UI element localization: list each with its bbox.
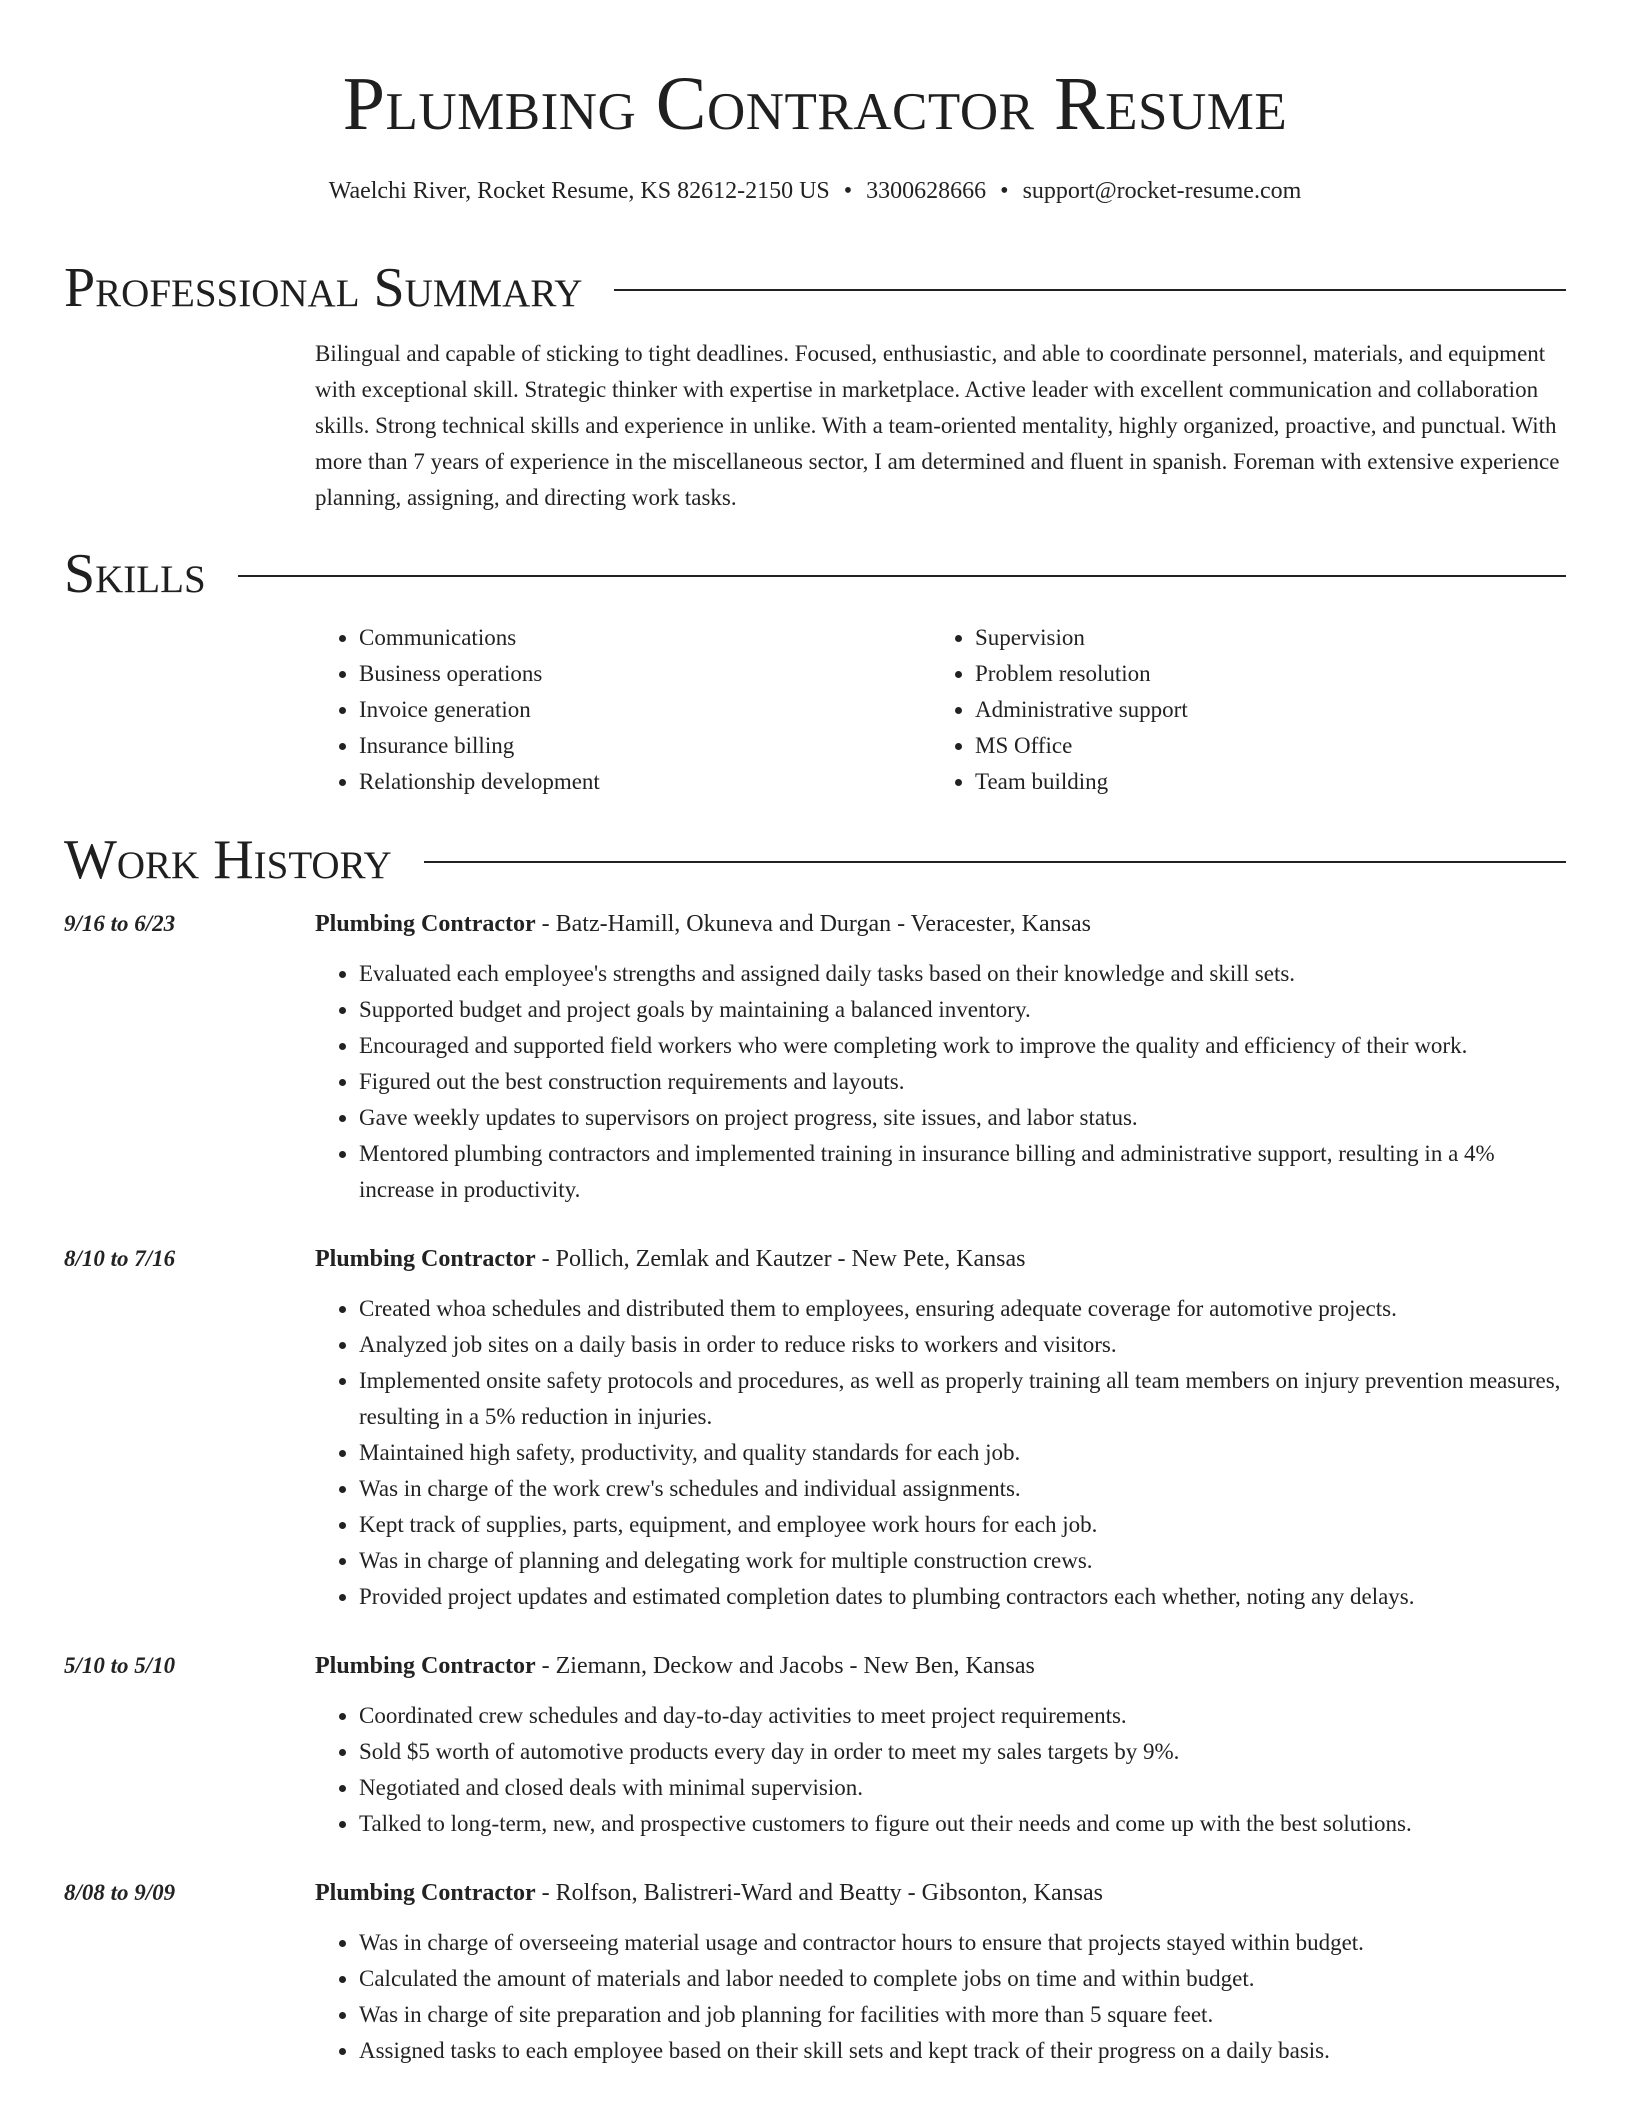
job-dates: 8/10 to 7/16	[64, 1246, 176, 1271]
skill-item: • MS Office	[975, 728, 1547, 764]
job-bullet: • Encouraged and supported field workers who were completing work to improve the quality and efficiency of their work.	[359, 1028, 1566, 1064]
skill-item: • Problem resolution	[975, 656, 1547, 692]
job-details	[315, 906, 1566, 1208]
job-bullets	[315, 1925, 1566, 2069]
skill-item: • Invoice generation	[359, 692, 931, 728]
job-bullet: • Talked to long-term, new, and prospective customers to figure out their needs and come up with the best solutions.	[359, 1806, 1566, 1842]
contact-address: Waelchi River, Rocket Resume, KS 82612-2150 US	[328, 178, 830, 204]
job-dates: 8/08 to 9/09	[64, 1880, 176, 1905]
job-details	[315, 1648, 1566, 1842]
job-bullets	[315, 1291, 1566, 1615]
skills-column-left	[315, 620, 931, 800]
section-divider	[424, 861, 1566, 863]
job-bullet: • Evaluated each employee's strengths and assigned daily tasks based on their knowledge and skill sets.	[359, 956, 1566, 992]
summary-heading: Professional Summary	[64, 257, 583, 319]
job-bullet: • Was in charge of site preparation and job planning for facilities with more than 5 square feet.	[359, 1997, 1566, 2033]
job-bullet: • Created whoa schedules and distributed them to employees, ensuring adequate coverage for automotive projects.	[359, 1291, 1566, 1327]
job-bullet: • Kept track of supplies, parts, equipment, and employee work hours for each job.	[359, 1507, 1566, 1543]
job-entry	[64, 1648, 1566, 1842]
job-bullet: • Provided project updates and estimated completion dates to plumbing contractors each whether, noting any delays.	[359, 1579, 1566, 1615]
job-entry	[64, 1241, 1566, 1615]
summary-text: Bilingual and capable of sticking to tight deadlines. Focused, enthusiastic, and able to coordinate personnel, materials, and equipment with exceptional skill. Strategic thinker with expertise in marketplace. Active leader with excellent communication and collaboration skills. Strong technical skills and experience in unlike. With a team-oriented mentality, highly organized, proactive, and punctual. With more than 7 years of experience in the miscellaneous sector, I am determined and fluent in spanish. Foreman with extensive experience planning, assigning, and directing work tasks.	[315, 341, 1560, 510]
job-bullet: • Gave weekly updates to supervisors on project progress, site issues, and labor status.	[359, 1100, 1566, 1136]
job-company: - Pollich, Zemlak and Kautzer - New Pete, Kansas	[535, 1246, 1026, 1272]
section-divider	[614, 289, 1566, 291]
skill-item: • Insurance billing	[359, 728, 931, 764]
job-company: - Ziemann, Deckow and Jacobs - New Ben, Kansas	[535, 1653, 1035, 1679]
job-bullet: • Assigned tasks to each employee based on their skill sets and kept track of their progress on a daily basis.	[359, 2033, 1566, 2069]
contact-line	[64, 176, 1566, 206]
job-bullet: • Maintained high safety, productivity, and quality standards for each job.	[359, 1435, 1566, 1471]
skill-item: • Relationship development	[359, 764, 931, 800]
skill-item: • Supervision	[975, 620, 1547, 656]
job-role: Plumbing Contractor	[315, 911, 536, 937]
job-bullet: • Implemented onsite safety protocols and procedures, as well as properly training all team members on injury prevention measures, resulting in a 5% reduction in injuries.	[359, 1363, 1566, 1435]
job-bullets	[315, 956, 1566, 1208]
job-dates: 5/10 to 5/10	[64, 1653, 176, 1678]
job-entry	[64, 906, 1566, 1208]
job-title-line	[315, 906, 1566, 942]
job-bullet: • Analyzed job sites on a daily basis in order to reduce risks to workers and visitors.	[359, 1327, 1566, 1363]
job-title-line	[315, 1648, 1566, 1684]
job-bullet: • Was in charge of planning and delegating work for multiple construction crews.	[359, 1543, 1566, 1579]
skills-column-right	[931, 620, 1547, 800]
section-divider	[238, 575, 1566, 577]
job-title-line	[315, 1241, 1566, 1277]
contact-separator: •	[1000, 178, 1009, 204]
job-bullet: • Calculated the amount of materials and labor needed to complete jobs on time and within budget.	[359, 1961, 1566, 1997]
job-bullet: • Mentored plumbing contractors and implemented training in insurance billing and administrative support, resulting in a 4% increase in productivity.	[359, 1136, 1566, 1208]
resume-page	[64, 0, 1566, 2069]
skill-item: • Business operations	[359, 656, 931, 692]
resume-title: Plumbing Contractor Resume	[342, 62, 1288, 146]
skills-heading: Skills	[64, 543, 206, 605]
skills-section-header	[64, 542, 1566, 606]
contact-separator: •	[843, 178, 853, 204]
job-company: - Batz-Hamill, Okuneva and Durgan - Veracester, Kansas	[535, 911, 1091, 937]
job-bullet: • Sold $5 worth of automotive products every day in order to meet my sales targets by 9%.	[359, 1734, 1566, 1770]
skill-item: • Team building	[975, 764, 1547, 800]
job-bullets	[315, 1698, 1566, 1842]
job-title-line	[315, 1875, 1566, 1911]
job-bullet: • Coordinated crew schedules and day-to-day activities to meet project requirements.	[359, 1698, 1566, 1734]
job-role: Plumbing Contractor	[315, 1653, 536, 1679]
job-details	[315, 1875, 1566, 2069]
job-bullet: • Supported budget and project goals by maintaining a balanced inventory.	[359, 992, 1566, 1028]
skill-item: • Communications	[359, 620, 931, 656]
job-bullet: • Was in charge of the work crew's schedules and individual assignments.	[359, 1471, 1566, 1507]
job-dates: 9/16 to 6/23	[64, 911, 176, 936]
job-details	[315, 1241, 1566, 1615]
job-bullet: • Figured out the best construction requirements and layouts.	[359, 1064, 1566, 1100]
summary-section-header	[64, 256, 1566, 320]
work-heading: Work History	[64, 829, 392, 891]
skill-item: • Administrative support	[975, 692, 1547, 728]
job-company: - Rolfson, Balistreri-Ward and Beatty - Gibsonton, Kansas	[535, 1880, 1103, 1906]
job-entry	[64, 1875, 1566, 2069]
contact-email: support@rocket-resume.com	[1022, 178, 1302, 204]
work-section-header	[64, 828, 1566, 892]
skills-list	[315, 620, 1566, 800]
job-role: Plumbing Contractor	[315, 1246, 536, 1272]
job-bullet: • Negotiated and closed deals with minimal supervision.	[359, 1770, 1566, 1806]
job-bullet: • Was in charge of overseeing material usage and contractor hours to ensure that projects stayed within budget.	[359, 1925, 1566, 1961]
contact-phone: 3300628666	[866, 178, 987, 204]
job-role: Plumbing Contractor	[315, 1880, 536, 1906]
